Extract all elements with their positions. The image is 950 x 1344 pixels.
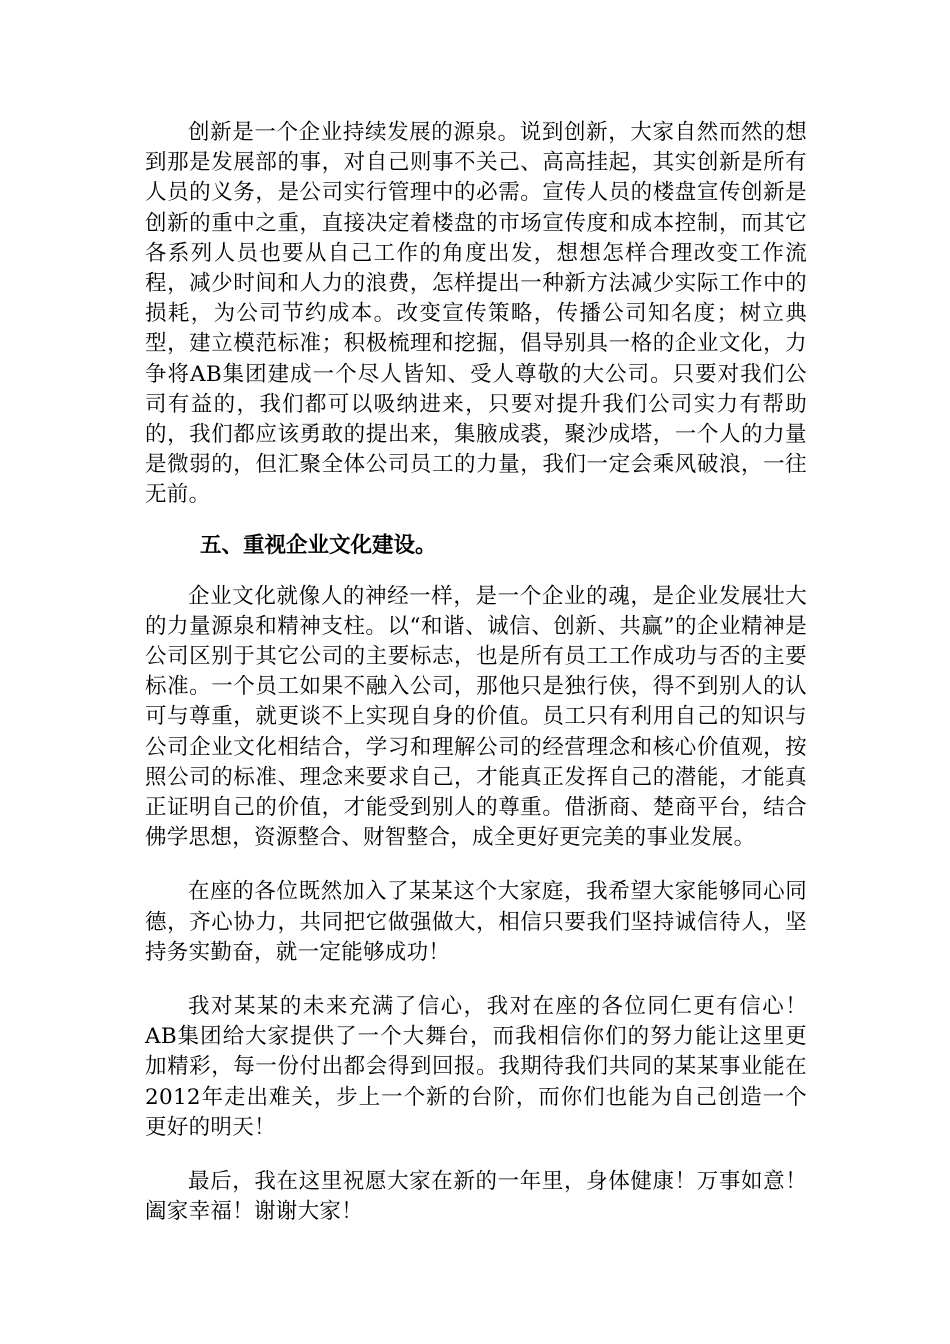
paragraph-innovation: 创新是一个企业持续发展的源泉。说到创新，大家自然而然的想到那是发展部的事，对自己则事不关己、高高挂起，其实创新是所有人员的义务，是公司实行管理中的必需。宣传人员的楼盘宣传创新是创新的重中之重，直接决定着楼盘的市场宣传度和成本控制，而其它各系列人员也要从自己工作的角度出发，想想怎样合理改变工作流程，减少时间和人力的浪费，怎样提出一种新方法减少实际工作中的损耗，为公司节约成本。改变宣传策略，传播公司知名度；树立典型，建立模范标准；积极梳理和挖掘，倡导别具一格的企业文化，力争将AB集团建成一个尽人皆知、受人尊敬的大公司。只要对我们公司有益的，我们都可以吸纳进来，只要对提升我们公司实力有帮助的，我们都应该勇敢的提出来，集腋成裘，聚沙成塔，一个人的力量是微弱的，但汇聚全体公司员工的力量，我们一定会乘风破浪，一往无前。	[145, 120, 807, 508]
section-heading: 五、重视企业文化建设。	[200, 532, 437, 558]
document-page	[145, 118, 807, 1228]
paragraph-unity: 在座的各位既然加入了某某这个大家庭，我希望大家能够同心同德，齐心协力，共同把它做强做大，相信只要我们坚持诚信待人，坚持务实勤奋，就一定能够成功！	[145, 879, 807, 965]
paragraph-closing-wishes: 最后，我在这里祝愿大家在新的一年里，身体健康！万事如意！阖家幸福！谢谢大家！	[145, 1169, 807, 1225]
paragraph-corporate-culture: 企业文化就像人的神经一样，是一个企业的魂，是企业发展壮大的力量源泉和精神支柱。以“和谐、诚信、创新、共赢”的企业精神是公司区别于其它公司的主要标志，也是所有员工工作成功与否的主要标准。一个员工如果不融入公司，那他只是独行侠，得不到别人的认可与尊重，就更谈不上实现自身的价值。员工只有利用自己的知识与公司企业文化相结合，学习和理解公司的经营理念和核心价值观，按照公司的标准、理念来要求自己，才能真正发挥自己的潜能，才能真正证明自己的价值，才能受到别人的尊重。借浙商、楚商平台，结合佛学思想，资源整合、财智整合，成全更好更完美的事业发展。	[145, 583, 807, 851]
paragraph-confidence: 我对某某的未来充满了信心，我对在座的各位同仁更有信心！AB集团给大家提供了一个大舞台，而我相信你们的努力能让这里更加精彩，每一份付出都会得到回报。我期待我们共同的某某事业能在2012年走出难关，步上一个新的台阶，而你们也能为自己创造一个更好的明天！	[145, 994, 807, 1140]
